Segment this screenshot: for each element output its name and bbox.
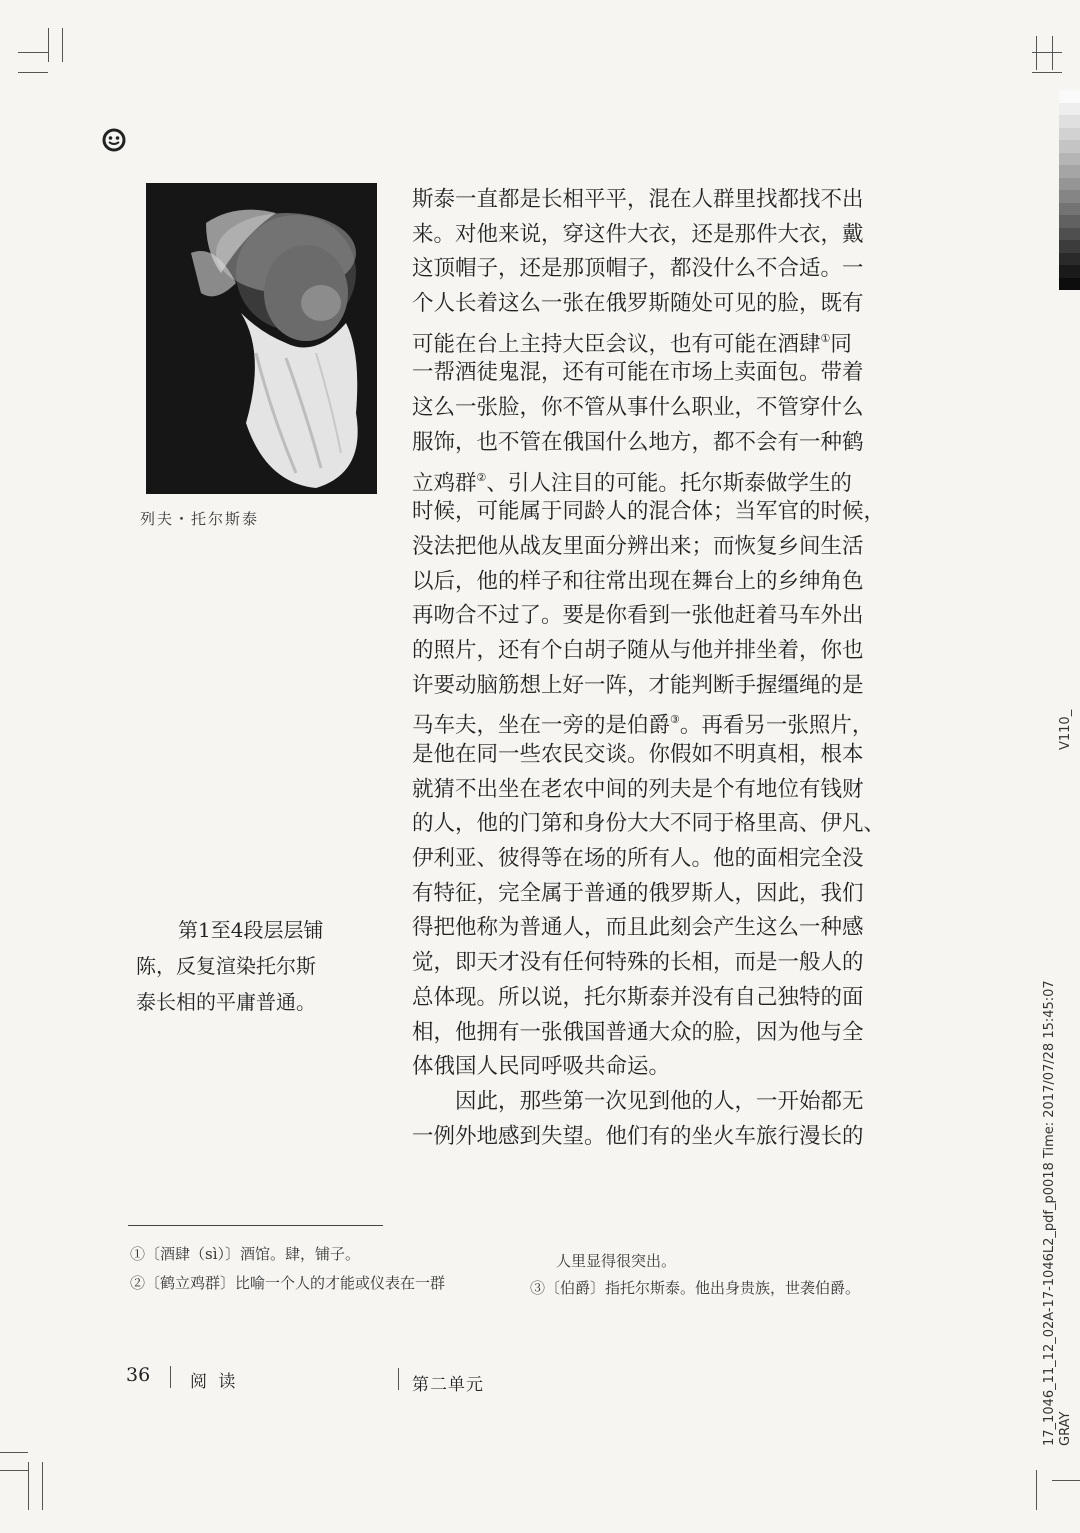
- crop-mark: [0, 1452, 28, 1453]
- text-line: 斯泰一直都是长相平平，混在人群里找都找不出: [412, 187, 864, 212]
- crop-mark: [1052, 36, 1053, 70]
- text-line: 时候，可能属于同龄人的混合体；当军官的时候，: [412, 499, 886, 525]
- footnote-rule: [128, 1225, 383, 1226]
- text-line: 因此，那些第一次见到他的人，一开始都无: [412, 1088, 864, 1114]
- side-note-line: 第1至4段层层铺: [178, 918, 324, 942]
- footer-book-title: 阅 读: [190, 1372, 239, 1392]
- tolstoy-portrait-photo: [146, 183, 377, 494]
- text-line: 就猜不出坐在老农中间的列夫是个有地位有钱财: [412, 776, 864, 802]
- portrait-caption: 列夫・托尔斯泰: [140, 510, 260, 528]
- crop-mark: [0, 1470, 28, 1471]
- text-line: 再吻合不过了。要是你看到一张他赶着马车外出: [412, 603, 864, 629]
- grayscale-strip: [1059, 90, 1080, 290]
- side-note-line: 陈，反复渲染托尔斯: [136, 954, 316, 978]
- text-line: 相，他拥有一张俄国普通大众的脸，因为他与全: [412, 1019, 864, 1045]
- text-line: 立鸡群②、引人注目的可能。托尔斯泰做学生的: [412, 470, 852, 496]
- text-line: 这么一张脸，你不管从事什么职业，不管穿什么: [412, 395, 864, 421]
- text-line: 得把他称为普通人，而且此刻会产生这么一种感: [412, 915, 864, 941]
- text-line: 的照片，还有个白胡子随从与他并排坐着，你也: [412, 637, 864, 663]
- text-line: 马车夫，坐在一旁的是伯爵③。再看另一张照片，: [412, 713, 874, 739]
- gray-label: GRAY: [1058, 1411, 1073, 1446]
- crop-mark: [1036, 1470, 1037, 1510]
- crop-mark: [1032, 72, 1062, 73]
- text-line: 这顶帽子，还是那顶帽子，都没什么不合适。一: [412, 256, 864, 282]
- crop-mark: [42, 1462, 43, 1510]
- footnote-1: ①〔酒肆（sì）〕酒馆。肆，铺子。: [130, 1245, 360, 1263]
- crop-mark: [18, 72, 48, 73]
- smiley-icon: [101, 127, 127, 153]
- text-line: 没法把他从战友里面分辨出来；而恢复乡间生活: [412, 533, 864, 559]
- text-line: 有特征，完全属于普通的俄罗斯人，因此，我们: [412, 880, 864, 906]
- side-annotation: [136, 912, 346, 1020]
- version-mark: V110_: [1058, 709, 1073, 750]
- crop-mark: [28, 1462, 29, 1510]
- text-line: 体俄国人民同呼吸共命运。: [412, 1054, 671, 1080]
- crop-mark: [1052, 1480, 1080, 1481]
- footer-divider: [398, 1368, 399, 1390]
- footer-divider: [170, 1366, 171, 1388]
- footer-unit-title: 第二单元: [412, 1375, 484, 1395]
- crop-mark: [62, 28, 63, 62]
- footnote-3: ③〔伯爵〕指托尔斯泰。他出身贵族，世袭伯爵。: [530, 1279, 861, 1297]
- side-note-line: 泰长相的平庸普通。: [136, 990, 316, 1014]
- crop-mark: [48, 28, 49, 62]
- crop-mark: [1036, 36, 1037, 70]
- footnote-2-continued: 人里显得很突出。: [556, 1252, 677, 1270]
- text-line: 总体现。所以说，托尔斯泰并没有自己独特的面: [412, 984, 864, 1010]
- text-line: 以后，他的样子和往常出现在舞台上的乡绅角色: [412, 568, 864, 594]
- print-job-info: 17_1046_11_12_02A-17-1046L2_pdf_p0018 Time: 2017/07/28 15:45:07: [1042, 980, 1057, 1446]
- text-line: 一例外地感到失望。他们有的坐火车旅行漫长的: [412, 1123, 864, 1149]
- text-line: 是他在同一些农民交谈。你假如不明真相，根本: [412, 742, 864, 767]
- text-line: 许要动脑筋想上好一阵，才能判断手握缰绳的是: [412, 672, 864, 698]
- text-line: 伊利亚、彼得等在场的所有人。他的面相完全没: [412, 846, 864, 872]
- text-line: 觉，即天才没有任何特殊的长相，而是一般人的: [412, 950, 864, 976]
- page-number: 36: [126, 1364, 151, 1386]
- body-text: [412, 183, 912, 1154]
- text-line: 一帮酒徒鬼混，还有可能在市场上卖面包。带着: [412, 360, 864, 386]
- footnote-2: ②〔鹤立鸡群〕比喻一个人的才能或仪表在一群: [130, 1274, 446, 1292]
- text-line: 的人，他的门第和身份大大不同于格里高、伊凡、: [412, 811, 886, 837]
- text-line: 来。对他来说，穿这件大衣，还是那件大衣，戴: [412, 221, 864, 247]
- crop-mark: [18, 52, 48, 53]
- text-line: 服饰，也不管在俄国什么地方，都不会有一种鹤: [412, 429, 864, 455]
- text-line: 个人长着这么一张在俄罗斯随处可见的脸，既有: [412, 291, 864, 317]
- text-line: 可能在台上主持大臣会议，也有可能在酒肆①同: [412, 331, 852, 357]
